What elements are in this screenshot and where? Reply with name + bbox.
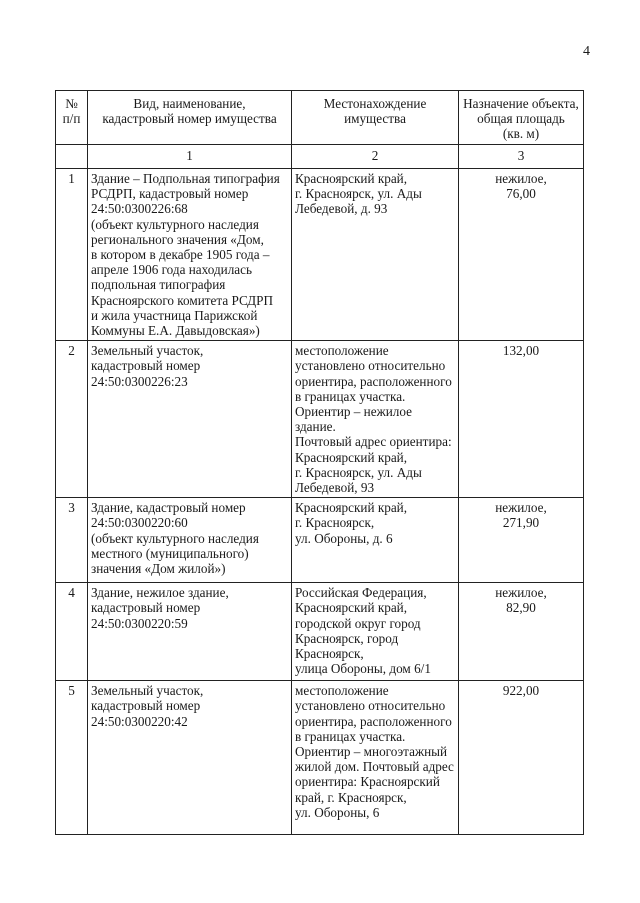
table-row bbox=[56, 169, 584, 341]
text-line: в границах участка. bbox=[295, 728, 406, 744]
text-line: г. Красноярск, ул. Ады bbox=[295, 464, 422, 480]
text-line: Ориентир – многоэтажный bbox=[295, 744, 448, 760]
text-line: (объект культурного наследия bbox=[91, 530, 259, 546]
property-location bbox=[292, 498, 459, 583]
property-location bbox=[292, 169, 459, 341]
property-name bbox=[88, 583, 292, 681]
column-number: 1 bbox=[88, 145, 292, 169]
row-number: 4 bbox=[56, 583, 88, 681]
text-line: Местонахождение bbox=[323, 96, 427, 111]
text-line: 82,90 bbox=[506, 600, 536, 616]
text-line: Здание – Подпольная типография bbox=[91, 171, 280, 186]
property-purpose bbox=[459, 583, 584, 681]
text-line: жилой дом. Почтовый адрес bbox=[295, 759, 454, 775]
text-line: кадастровый номер имущества bbox=[102, 111, 277, 127]
text-line: Коммуны Е.А. Давыдовская») bbox=[91, 323, 260, 339]
text-line: 24:50:0300226:68 bbox=[91, 201, 188, 217]
text-line: п/п bbox=[62, 111, 81, 127]
column-number-empty bbox=[56, 145, 88, 169]
text-line: общая площадь bbox=[477, 111, 565, 127]
row-number: 5 bbox=[56, 681, 88, 835]
text-line: № bbox=[65, 96, 78, 111]
column-number: 2 bbox=[292, 145, 459, 169]
text-line: Российская Федерация, bbox=[295, 585, 427, 601]
text-line: 24:50:0300226:23 bbox=[91, 373, 188, 389]
text-line: РСДРП, кадастровый номер bbox=[91, 186, 249, 202]
row-number: 3 bbox=[56, 498, 88, 583]
table-row bbox=[56, 498, 584, 583]
text-line: Красноярск, bbox=[295, 646, 364, 662]
text-line: улица Обороны, дом 6/1 bbox=[295, 661, 431, 677]
property-purpose bbox=[459, 341, 584, 498]
text-line: 271,90 bbox=[502, 515, 540, 531]
text-line: Лебедевой, 93 bbox=[295, 480, 375, 496]
row-number: 2 bbox=[56, 341, 88, 498]
text-line: 24:50:0300220:60 bbox=[91, 515, 188, 531]
text-line: г. Красноярск, ул. Ады bbox=[295, 186, 422, 202]
page-number: 4 bbox=[583, 44, 590, 59]
row-number: 1 bbox=[56, 169, 88, 341]
text-line: г. Красноярск, bbox=[295, 515, 375, 531]
header-location bbox=[292, 91, 459, 145]
table-row bbox=[56, 583, 584, 681]
text-line: (объект культурного наследия bbox=[91, 216, 259, 232]
table-row bbox=[56, 341, 584, 498]
property-location bbox=[292, 583, 459, 681]
property-location bbox=[292, 341, 459, 498]
text-line: в котором в декабре 1905 года – bbox=[91, 247, 270, 263]
text-line: местоположение bbox=[295, 683, 389, 699]
text-line: в границах участка. bbox=[295, 388, 406, 404]
text-line: 132,00 bbox=[502, 343, 540, 359]
property-purpose bbox=[459, 169, 584, 341]
text-line: кадастровый номер bbox=[91, 358, 201, 374]
property-name bbox=[88, 169, 292, 341]
text-line: Здание, нежилое здание, bbox=[91, 585, 229, 601]
column-number-row bbox=[56, 145, 584, 169]
text-line: Земельный участок, bbox=[91, 683, 204, 699]
property-purpose bbox=[459, 681, 584, 835]
text-line: апреле 1906 года находилась bbox=[91, 262, 253, 278]
text-line: значения «Дом жилой») bbox=[91, 561, 226, 577]
text-line: Здание, кадастровый номер bbox=[91, 500, 246, 516]
text-line: Вид, наименование, bbox=[133, 96, 246, 111]
header-name bbox=[88, 91, 292, 145]
text-line: городской округ город bbox=[295, 615, 421, 631]
text-line: 24:50:0300220:59 bbox=[91, 615, 188, 631]
table-row bbox=[56, 681, 584, 835]
text-line: Красноярский край, bbox=[295, 600, 408, 616]
text-line: установлено относительно bbox=[295, 358, 446, 374]
text-line: нежилое, bbox=[495, 171, 547, 186]
text-line: край, г. Красноярск, bbox=[295, 789, 407, 805]
property-purpose bbox=[459, 498, 584, 583]
text-line: ул. Обороны, 6 bbox=[295, 804, 380, 820]
text-line: 922,00 bbox=[502, 683, 540, 699]
property-name bbox=[88, 341, 292, 498]
text-line: Красноярский край, bbox=[295, 449, 408, 465]
text-line: кадастровый номер bbox=[91, 698, 201, 714]
text-line: Назначение объекта, bbox=[463, 96, 579, 111]
text-line: имущества bbox=[344, 111, 406, 127]
text-line: ориентира, расположенного bbox=[295, 373, 452, 389]
text-line: 76,00 bbox=[506, 186, 536, 202]
text-line: Почтовый адрес ориентира: bbox=[295, 434, 452, 450]
text-line: ориентира: Красноярский bbox=[295, 774, 440, 790]
text-line: подпольная типография bbox=[91, 277, 226, 293]
text-line: Красноярский край, bbox=[295, 171, 408, 186]
text-line: Красноярск, город bbox=[295, 630, 399, 646]
text-line: регионального значения «Дом, bbox=[91, 231, 264, 247]
property-name bbox=[88, 681, 292, 835]
text-line: Лебедевой, д. 93 bbox=[295, 201, 388, 217]
header-num bbox=[56, 91, 88, 145]
text-line: (кв. м) bbox=[502, 126, 540, 142]
text-line: установлено относительно bbox=[295, 698, 446, 714]
text-line: Красноярский край, bbox=[295, 500, 408, 516]
text-line: Красноярского комитета РСДРП bbox=[91, 292, 273, 308]
text-line: ориентира, расположенного bbox=[295, 713, 452, 729]
text-line: местоположение bbox=[295, 343, 389, 359]
property-location bbox=[292, 681, 459, 835]
text-line: ул. Обороны, д. 6 bbox=[295, 530, 393, 546]
text-line: Земельный участок, bbox=[91, 343, 204, 359]
text-line: и жила участница Парижской bbox=[91, 307, 258, 323]
text-line: нежилое, bbox=[495, 500, 547, 516]
property-name bbox=[88, 498, 292, 583]
text-line: местного (муниципального) bbox=[91, 545, 249, 561]
table-header-row bbox=[56, 91, 584, 145]
column-number: 3 bbox=[459, 145, 584, 169]
header-purpose bbox=[459, 91, 584, 145]
text-line: кадастровый номер bbox=[91, 600, 201, 616]
text-line: Ориентир – нежилое здание. bbox=[295, 404, 412, 435]
text-line: нежилое, bbox=[495, 585, 547, 601]
text-line: 24:50:0300220:42 bbox=[91, 713, 188, 729]
property-table bbox=[55, 90, 584, 835]
